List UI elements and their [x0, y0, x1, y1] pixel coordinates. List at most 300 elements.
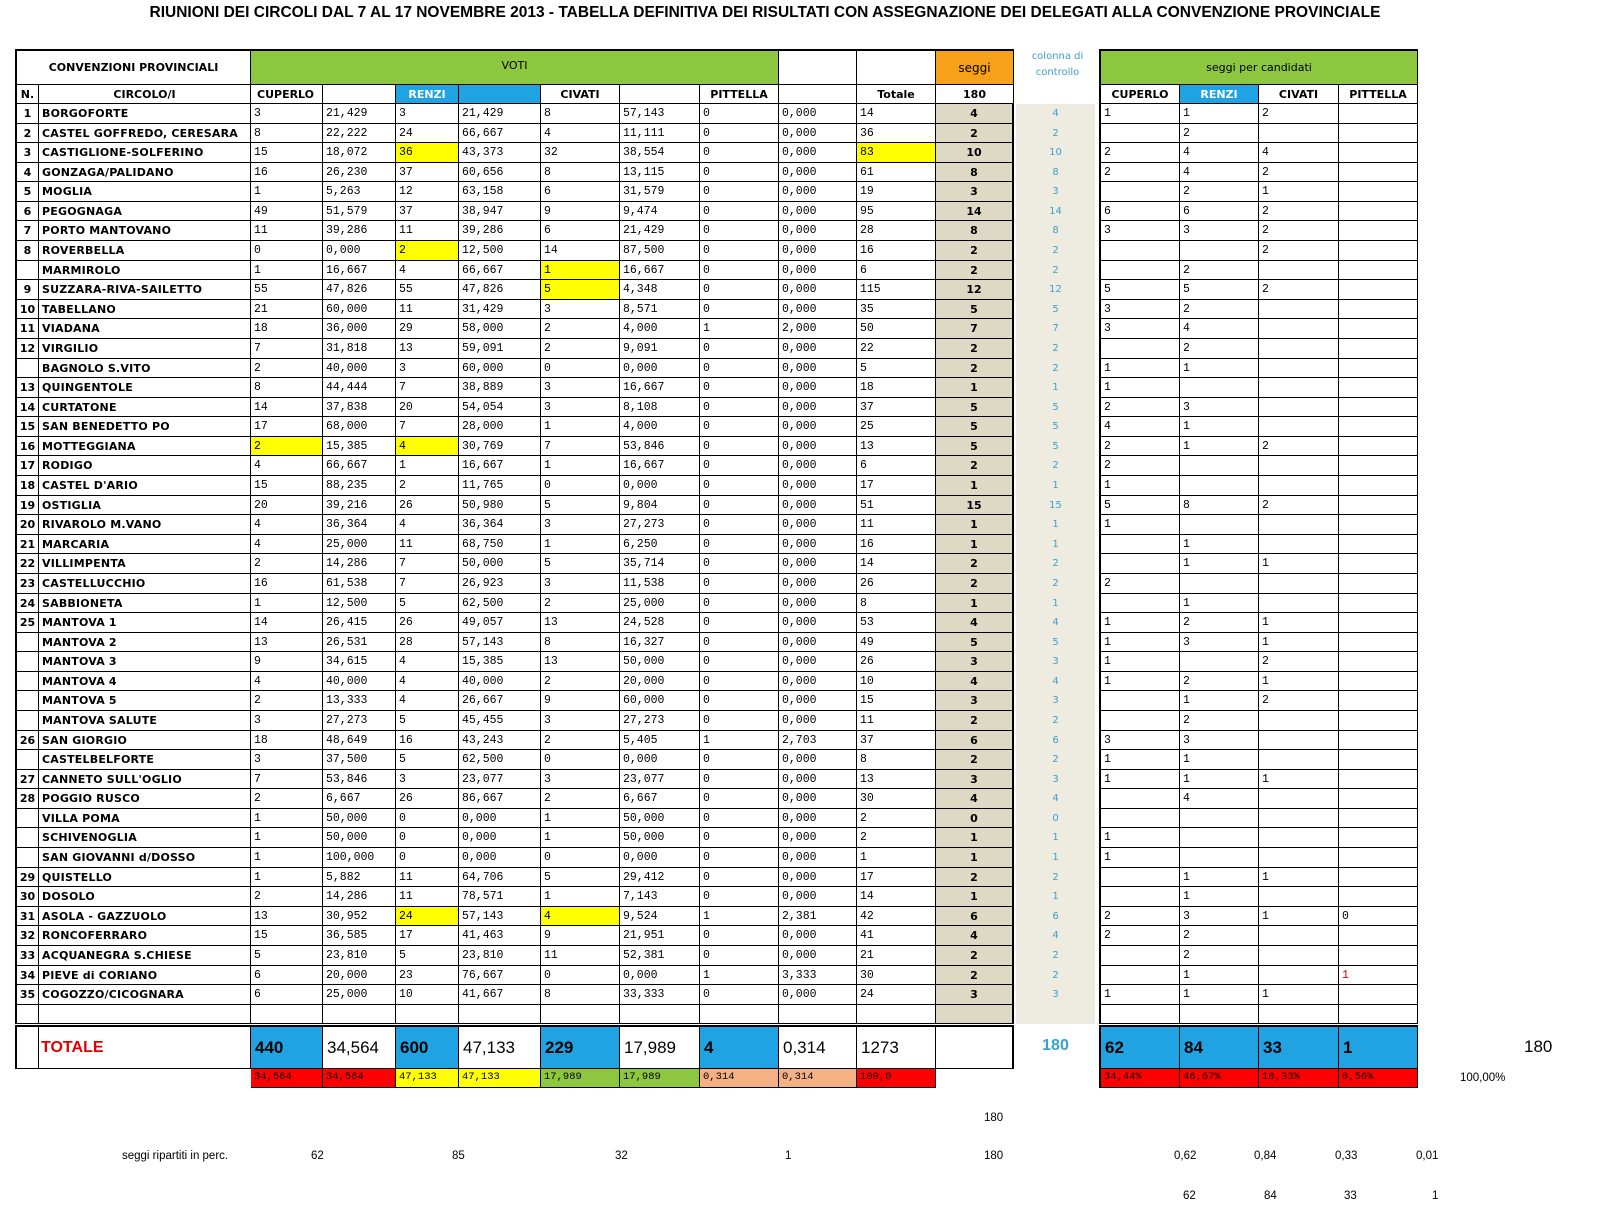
row-s-pittella — [1339, 378, 1418, 398]
header-conv: CONVENZIONI PROVINCIALI — [15, 49, 251, 85]
col-seggi: 180 — [936, 85, 1014, 104]
row-s-civati: 1 — [1259, 672, 1339, 691]
row-civati-pct: 38,554 — [620, 143, 700, 163]
row-s-renzi: 3 — [1180, 221, 1259, 241]
row-totale: 50 — [857, 319, 936, 339]
row-renzi-pct: 76,667 — [459, 966, 541, 985]
row-civati: 1 — [541, 535, 620, 554]
row-s-renzi — [1180, 515, 1259, 535]
row-s-cuperlo — [1099, 868, 1180, 887]
row-n: 15 — [15, 417, 39, 437]
row-seggi: 2 — [936, 966, 1014, 985]
row-renzi-pct: 23,077 — [459, 770, 541, 789]
footer-v4: 1 — [785, 1150, 792, 1162]
row-s-cuperlo — [1099, 182, 1180, 202]
row-cuperlo: 1 — [251, 868, 323, 887]
row-renzi-pct: 30,769 — [459, 437, 541, 456]
row-n: 19 — [15, 496, 39, 515]
row-n: 7 — [15, 221, 39, 241]
pct-cuperlo-2: 34,564 — [323, 1069, 396, 1088]
row-s-cuperlo: 2 — [1099, 907, 1180, 926]
row-seggi: 5 — [936, 417, 1014, 437]
row-renzi-pct: 0,000 — [459, 828, 541, 848]
row-n: 13 — [15, 378, 39, 398]
row-s-cuperlo: 3 — [1099, 300, 1180, 319]
row-s-renzi — [1180, 809, 1259, 828]
row-cuperlo: 20 — [251, 496, 323, 515]
row-circolo: VIADANA — [39, 319, 251, 339]
row-pittella-pct: 0,000 — [779, 848, 857, 868]
row-cuperlo-pct: 5,263 — [323, 182, 396, 202]
row-cuperlo: 0 — [251, 241, 323, 261]
row-totale: 6 — [857, 261, 936, 280]
row-civati: 1 — [541, 828, 620, 848]
row-seggi: 1 — [936, 594, 1014, 613]
row-pittella: 0 — [700, 163, 779, 182]
row-s-renzi: 6 — [1180, 202, 1259, 221]
row-civati-pct: 16,667 — [620, 456, 700, 476]
row-cuperlo-pct: 14,286 — [323, 554, 396, 574]
row-n — [15, 672, 39, 691]
row-cuperlo-pct: 34,615 — [323, 652, 396, 672]
row-seggi: 6 — [936, 907, 1014, 926]
row-cuperlo-pct: 13,333 — [323, 691, 396, 711]
row-renzi-pct: 15,385 — [459, 652, 541, 672]
row-s-pittella — [1339, 535, 1418, 554]
footer-r2: 0,84 — [1254, 1150, 1277, 1162]
row-s-pittella — [1339, 691, 1418, 711]
row-civati-pct: 6,667 — [620, 789, 700, 809]
row-circolo: SCHIVENOGLIA — [39, 828, 251, 848]
row-totale: 11 — [857, 515, 936, 535]
col-circolo: CIRCOLO/I — [39, 85, 251, 104]
row-renzi: 4 — [396, 672, 459, 691]
row-n: 17 — [15, 456, 39, 476]
row-pittella-pct: 0,000 — [779, 750, 857, 770]
row-totale: 28 — [857, 221, 936, 241]
row-s-civati: 4 — [1259, 143, 1339, 163]
row-control: 10 — [1049, 147, 1062, 158]
row-cuperlo-pct: 23,810 — [323, 946, 396, 966]
row-s-pittella: 0 — [1339, 907, 1418, 926]
total-pittella: 4 — [700, 1025, 779, 1069]
row-cuperlo-pct: 27,273 — [323, 711, 396, 731]
row-civati-pct — [620, 1005, 700, 1024]
row-circolo: MARMIROLO — [39, 261, 251, 280]
col-s-civati: CIVATI — [1259, 85, 1339, 104]
totals-n — [15, 1025, 39, 1069]
row-n: 20 — [15, 515, 39, 535]
row-control: 15 — [1049, 500, 1062, 511]
row-control: 1 — [1052, 891, 1059, 902]
row-s-cuperlo: 1 — [1099, 359, 1180, 378]
row-pittella-pct: 0,000 — [779, 535, 857, 554]
row-renzi: 55 — [396, 280, 459, 300]
row-s-pittella — [1339, 809, 1418, 828]
row-totale: 30 — [857, 789, 936, 809]
row-seggi: 2 — [936, 711, 1014, 731]
row-s-cuperlo: 1 — [1099, 848, 1180, 868]
row-civati — [541, 1005, 620, 1024]
row-cuperlo — [251, 1005, 323, 1024]
row-seggi: 12 — [936, 280, 1014, 300]
row-pittella-pct: 0,000 — [779, 985, 857, 1005]
row-pittella: 0 — [700, 828, 779, 848]
row-control: 1 — [1052, 852, 1059, 863]
row-s-civati: 2 — [1259, 496, 1339, 515]
row-control — [1016, 1005, 1095, 1024]
row-pittella-pct: 0,000 — [779, 437, 857, 456]
row-control: 2 — [1052, 578, 1059, 589]
row-n: 4 — [15, 163, 39, 182]
total-seggi — [936, 1025, 1014, 1069]
row-cuperlo: 16 — [251, 574, 323, 594]
row-pittella: 0 — [700, 202, 779, 221]
row-totale: 14 — [857, 104, 936, 124]
row-cuperlo: 5 — [251, 946, 323, 966]
row-circolo: QUINGENTOLE — [39, 378, 251, 398]
row-renzi: 7 — [396, 574, 459, 594]
row-totale: 8 — [857, 750, 936, 770]
row-seggi: 2 — [936, 574, 1014, 594]
pct-s-pittella: 0,56% — [1339, 1069, 1418, 1088]
row-n: 25 — [15, 613, 39, 633]
row-renzi-pct: 43,373 — [459, 143, 541, 163]
row-control: 5 — [1052, 402, 1059, 413]
row-civati: 13 — [541, 613, 620, 633]
row-civati-pct: 4,000 — [620, 319, 700, 339]
row-pittella: 0 — [700, 359, 779, 378]
row-s-civati: 2 — [1259, 241, 1339, 261]
row-s-renzi: 3 — [1180, 907, 1259, 926]
row-renzi: 2 — [396, 241, 459, 261]
row-circolo: VILLIMPENTA — [39, 554, 251, 574]
row-n: 30 — [15, 887, 39, 907]
row-renzi: 5 — [396, 594, 459, 613]
row-pittella: 0 — [700, 221, 779, 241]
row-pittella: 0 — [700, 633, 779, 652]
row-n: 23 — [15, 574, 39, 594]
pct-pittella-2: 0,314 — [779, 1069, 857, 1088]
row-s-civati: 2 — [1259, 104, 1339, 124]
row-s-cuperlo — [1099, 124, 1180, 143]
row-cuperlo: 4 — [251, 456, 323, 476]
row-circolo: MARCARIA — [39, 535, 251, 554]
row-pittella-pct: 0,000 — [779, 124, 857, 143]
row-totale: 115 — [857, 280, 936, 300]
row-cuperlo: 16 — [251, 163, 323, 182]
row-cuperlo: 7 — [251, 770, 323, 789]
row-renzi-pct: 31,429 — [459, 300, 541, 319]
row-s-civati — [1259, 711, 1339, 731]
row-pittella-pct: 0,000 — [779, 789, 857, 809]
row-renzi-pct: 38,889 — [459, 378, 541, 398]
row-civati: 2 — [541, 339, 620, 359]
row-pittella: 0 — [700, 652, 779, 672]
row-renzi: 3 — [396, 359, 459, 378]
row-cuperlo-pct: 25,000 — [323, 535, 396, 554]
row-pittella-pct: 0,000 — [779, 770, 857, 789]
row-s-pittella — [1339, 241, 1418, 261]
row-civati-pct: 16,667 — [620, 378, 700, 398]
row-control: 4 — [1052, 617, 1059, 628]
row-control: 2 — [1052, 343, 1059, 354]
row-renzi: 5 — [396, 711, 459, 731]
row-circolo: QUISTELLO — [39, 868, 251, 887]
row-renzi — [396, 1005, 459, 1024]
row-totale: 61 — [857, 163, 936, 182]
row-cuperlo-pct: 88,235 — [323, 476, 396, 496]
row-seggi: 3 — [936, 652, 1014, 672]
row-s-pittella — [1339, 946, 1418, 966]
row-seggi: 2 — [936, 946, 1014, 966]
footer-s2: 84 — [1264, 1190, 1277, 1202]
row-civati: 9 — [541, 691, 620, 711]
row-cuperlo: 1 — [251, 828, 323, 848]
row-totale: 16 — [857, 535, 936, 554]
row-pittella-pct: 0,000 — [779, 613, 857, 633]
row-totale: 17 — [857, 868, 936, 887]
row-control: 2 — [1052, 363, 1059, 374]
row-s-pittella — [1339, 124, 1418, 143]
row-n: 1 — [15, 104, 39, 124]
row-control: 3 — [1052, 989, 1059, 1000]
row-s-renzi: 2 — [1180, 339, 1259, 359]
row-s-civati — [1259, 417, 1339, 437]
row-totale: 22 — [857, 339, 936, 359]
row-totale: 24 — [857, 985, 936, 1005]
row-circolo — [39, 1005, 251, 1024]
row-control: 3 — [1052, 186, 1059, 197]
row-circolo: MANTOVA 4 — [39, 672, 251, 691]
row-n: 18 — [15, 476, 39, 496]
row-seggi: 1 — [936, 887, 1014, 907]
row-s-pittella — [1339, 221, 1418, 241]
row-renzi: 26 — [396, 613, 459, 633]
row-s-renzi: 4 — [1180, 143, 1259, 163]
row-pittella-pct: 0,000 — [779, 261, 857, 280]
row-circolo: ACQUANEGRA S.CHIESE — [39, 946, 251, 966]
row-pittella-pct: 2,381 — [779, 907, 857, 926]
row-circolo: MOTTEGGIANA — [39, 437, 251, 456]
row-circolo: MANTOVA 5 — [39, 691, 251, 711]
row-s-cuperlo: 1 — [1099, 750, 1180, 770]
row-pittella: 0 — [700, 339, 779, 359]
row-s-cuperlo — [1099, 339, 1180, 359]
row-civati: 0 — [541, 966, 620, 985]
row-totale: 51 — [857, 496, 936, 515]
row-n: 2 — [15, 124, 39, 143]
total-control: 180 — [1042, 1037, 1069, 1054]
row-s-civati: 1 — [1259, 182, 1339, 202]
row-renzi: 10 — [396, 985, 459, 1005]
row-renzi-pct: 0,000 — [459, 848, 541, 868]
row-n: 35 — [15, 985, 39, 1005]
row-cuperlo-pct: 36,000 — [323, 319, 396, 339]
col-s-cuperlo: CUPERLO — [1099, 85, 1180, 104]
row-civati: 2 — [541, 789, 620, 809]
row-s-civati: 2 — [1259, 437, 1339, 456]
row-cuperlo-pct: 60,000 — [323, 300, 396, 319]
row-n: 6 — [15, 202, 39, 221]
row-civati-pct: 9,524 — [620, 907, 700, 926]
row-s-renzi: 2 — [1180, 946, 1259, 966]
row-s-renzi: 1 — [1180, 966, 1259, 985]
row-s-civati: 2 — [1259, 691, 1339, 711]
row-renzi-pct: 63,158 — [459, 182, 541, 202]
row-seggi: 1 — [936, 828, 1014, 848]
row-s-cuperlo: 3 — [1099, 731, 1180, 750]
row-civati: 2 — [541, 731, 620, 750]
row-s-civati — [1259, 398, 1339, 417]
row-s-pittella — [1339, 750, 1418, 770]
totals-label: TOTALE — [39, 1025, 251, 1069]
row-s-cuperlo — [1099, 887, 1180, 907]
total-s-civati: 33 — [1259, 1025, 1339, 1069]
row-cuperlo: 15 — [251, 476, 323, 496]
row-circolo: ROVERBELLA — [39, 241, 251, 261]
row-cuperlo: 2 — [251, 359, 323, 378]
row-renzi: 0 — [396, 828, 459, 848]
row-circolo: CASTELLUCCHIO — [39, 574, 251, 594]
row-cuperlo-pct: 68,000 — [323, 417, 396, 437]
row-civati: 0 — [541, 476, 620, 496]
row-s-cuperlo: 2 — [1099, 926, 1180, 946]
row-n: 34 — [15, 966, 39, 985]
row-s-pittella — [1339, 456, 1418, 476]
row-pittella-pct: 0,000 — [779, 672, 857, 691]
row-s-pittella — [1339, 202, 1418, 221]
row-civati: 4 — [541, 907, 620, 926]
row-cuperlo-pct: 6,667 — [323, 789, 396, 809]
row-seggi: 5 — [936, 437, 1014, 456]
row-s-cuperlo — [1099, 261, 1180, 280]
row-renzi-pct: 86,667 — [459, 789, 541, 809]
row-civati-pct: 0,000 — [620, 359, 700, 378]
row-civati-pct: 21,951 — [620, 926, 700, 946]
row-seggi: 2 — [936, 124, 1014, 143]
row-s-renzi: 1 — [1180, 750, 1259, 770]
row-n: 28 — [15, 789, 39, 809]
header-colonna: colonna di controllo — [1031, 51, 1084, 78]
row-seggi: 14 — [936, 202, 1014, 221]
row-cuperlo: 4 — [251, 515, 323, 535]
total-renzi-pct: 47,133 — [459, 1025, 541, 1069]
row-renzi: 0 — [396, 848, 459, 868]
row-s-civati — [1259, 848, 1339, 868]
row-circolo: CASTIGLIONE-SOLFERINO — [39, 143, 251, 163]
row-s-civati — [1259, 515, 1339, 535]
col-pittella-pct — [779, 85, 857, 104]
row-pittella-pct: 0,000 — [779, 417, 857, 437]
col-totale: Totale — [857, 85, 936, 104]
row-control: 2 — [1052, 128, 1059, 139]
row-s-pittella — [1339, 515, 1418, 535]
row-cuperlo-pct: 15,385 — [323, 437, 396, 456]
row-control: 2 — [1052, 970, 1059, 981]
row-s-cuperlo: 1 — [1099, 104, 1180, 124]
row-renzi: 2 — [396, 476, 459, 496]
row-s-renzi — [1180, 241, 1259, 261]
row-s-civati: 1 — [1259, 770, 1339, 789]
row-control: 4 — [1052, 108, 1059, 119]
row-cuperlo-pct: 31,818 — [323, 339, 396, 359]
row-totale: 5 — [857, 359, 936, 378]
row-s-renzi: 2 — [1180, 182, 1259, 202]
row-cuperlo: 6 — [251, 985, 323, 1005]
row-pittella: 0 — [700, 770, 779, 789]
row-s-civati: 1 — [1259, 907, 1339, 926]
row-cuperlo-pct: 36,364 — [323, 515, 396, 535]
row-n: 32 — [15, 926, 39, 946]
row-s-pittella — [1339, 652, 1418, 672]
row-totale: 53 — [857, 613, 936, 633]
row-totale: 17 — [857, 476, 936, 496]
row-seggi: 2 — [936, 339, 1014, 359]
row-s-renzi: 2 — [1180, 613, 1259, 633]
row-civati-pct: 20,000 — [620, 672, 700, 691]
row-seggi: 1 — [936, 515, 1014, 535]
row-totale: 49 — [857, 633, 936, 652]
row-s-renzi — [1180, 476, 1259, 496]
row-renzi-pct: 68,750 — [459, 535, 541, 554]
row-renzi: 24 — [396, 907, 459, 926]
row-cuperlo-pct: 39,216 — [323, 496, 396, 515]
row-pittella: 0 — [700, 182, 779, 202]
row-renzi: 3 — [396, 104, 459, 124]
row-s-renzi: 2 — [1180, 124, 1259, 143]
row-s-renzi: 2 — [1180, 300, 1259, 319]
row-control: 3 — [1052, 656, 1059, 667]
row-s-renzi: 1 — [1180, 437, 1259, 456]
row-renzi-pct: 78,571 — [459, 887, 541, 907]
row-renzi: 1 — [396, 456, 459, 476]
row-civati-pct: 29,412 — [620, 868, 700, 887]
row-s-pittella — [1339, 143, 1418, 163]
row-renzi-pct: 12,500 — [459, 241, 541, 261]
row-n — [15, 828, 39, 848]
row-pittella-pct: 0,000 — [779, 104, 857, 124]
row-renzi: 4 — [396, 652, 459, 672]
row-control: 2 — [1052, 460, 1059, 471]
row-civati-pct: 9,474 — [620, 202, 700, 221]
row-cuperlo: 9 — [251, 652, 323, 672]
row-totale: 2 — [857, 809, 936, 828]
total-civati-pct: 17,989 — [620, 1025, 700, 1069]
footer-s4: 1 — [1432, 1190, 1439, 1202]
row-pittella: 0 — [700, 124, 779, 143]
row-n: 16 — [15, 437, 39, 456]
row-cuperlo-pct: 14,286 — [323, 887, 396, 907]
row-renzi: 37 — [396, 202, 459, 221]
row-seggi: 4 — [936, 789, 1014, 809]
row-cuperlo: 2 — [251, 691, 323, 711]
pct-civati: 17,989 — [541, 1069, 620, 1088]
total-cuperlo-pct: 34,564 — [323, 1025, 396, 1069]
row-s-civati — [1259, 574, 1339, 594]
row-cuperlo-pct: 66,667 — [323, 456, 396, 476]
row-s-civati — [1259, 300, 1339, 319]
row-totale: 10 — [857, 672, 936, 691]
row-renzi-pct: 21,429 — [459, 104, 541, 124]
row-s-pittella — [1339, 574, 1418, 594]
row-cuperlo-pct: 16,667 — [323, 261, 396, 280]
row-civati: 7 — [541, 437, 620, 456]
row-civati-pct: 87,500 — [620, 241, 700, 261]
row-seggi: 1 — [936, 848, 1014, 868]
row-s-cuperlo — [1099, 1005, 1180, 1024]
row-s-pittella — [1339, 926, 1418, 946]
